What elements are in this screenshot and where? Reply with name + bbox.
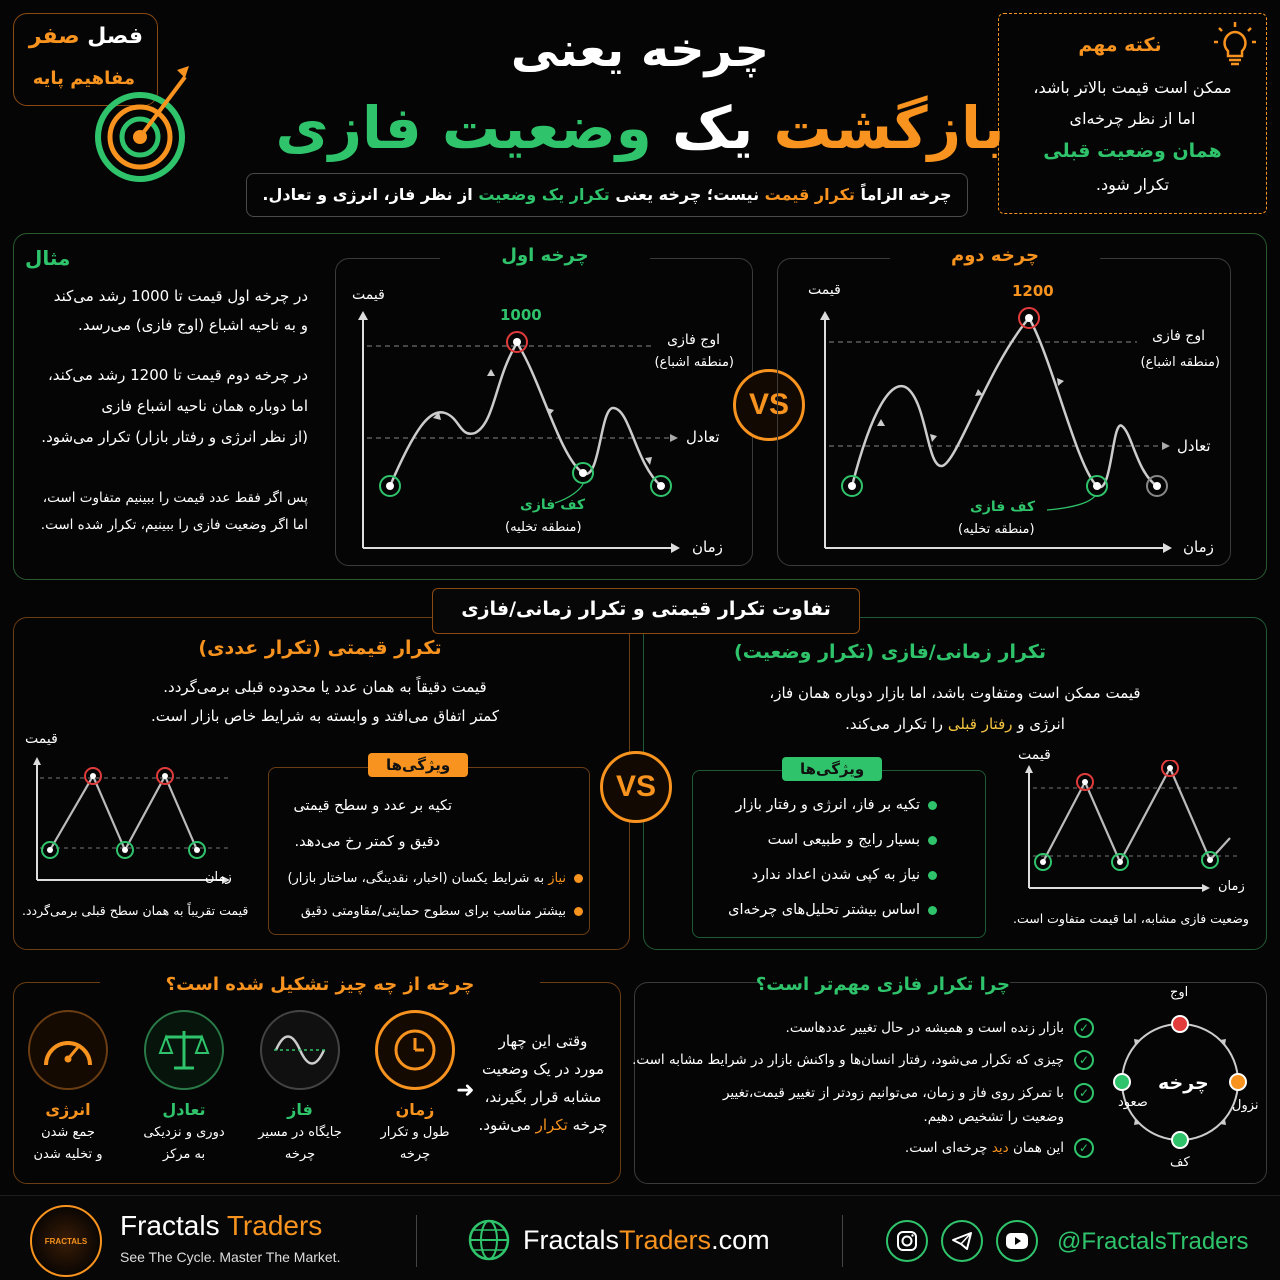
subtitle [246,182,968,208]
check-icon: ✓ [1074,1083,1094,1103]
phase-rep-title: تکرار زمانی/فازی (تکرار وضعیت) [734,641,1046,663]
components-intro-4b: تکرار [535,1116,568,1134]
cycle1-time-label: زمان [692,538,723,556]
cycle-left-label: صعود [1118,1095,1148,1110]
component-time-desc-1: طول و تکرار [380,1125,450,1140]
social-handle-link[interactable]: @FractalsTraders [1057,1228,1249,1255]
why-item-4a: این همان [1012,1140,1064,1156]
example-title: مثال [25,246,71,270]
example-p3a: پس اگر فقط عدد قیمت را ببینیم متفاوت است، [42,490,308,506]
subtitle-p3: نیست؛ چرخه یعنی [615,185,760,204]
bullet-dot [928,906,937,915]
clock-icon [375,1010,455,1090]
note-line-3: همان وضعیت قبلی [1043,140,1222,162]
check-icon: ✓ [1074,1050,1094,1070]
price-feature-3-need: نیاز [548,871,566,886]
phase-feature-2 [768,832,937,848]
telegram-icon[interactable] [941,1220,983,1262]
component-energy-desc-2: و تخلیه شدن [33,1147,103,1162]
example-p1a: در چرخه اول قیمت تا 1000 رشد می‌کند [53,287,308,305]
phase-feature-4 [728,902,937,918]
footer-divider-2 [842,1215,843,1267]
globe-icon [467,1218,511,1262]
cycle2-trough-sub: (منطقه تخلیه) [958,522,1035,537]
brand-name-b: Traders [226,1210,323,1241]
note-line-1: ممکن است قیمت بالاتر باشد، [1033,78,1232,97]
price-rep-title: تکرار قیمتی (تکرار عددی) [198,637,442,659]
subtitle-p5: از نظر فاز، انرژی و تعادل. [262,185,473,204]
bullet-dot [574,907,583,916]
phase-rep-desc-2 [650,711,1260,737]
title-phase-state: وضعیت فازی [275,94,652,162]
component-time-desc-2: چرخه [399,1147,431,1162]
cycle-center-label: چرخه [1158,1072,1209,1094]
chapter-label: فصل [87,24,143,49]
component-time-name: زمان [395,1100,435,1119]
title-return: بازگشت [773,94,1005,162]
subtitle-p4: تکرار یک وضعیت [478,185,610,204]
price-feature-4-text: بیشتر مناسب برای سطوح حمایتی/مقاومتی دقیق [300,904,566,919]
example-p2a: در چرخه دوم قیمت تا 1200 رشد می‌کند، [47,366,308,384]
brand-logo [30,1205,102,1277]
cycle2-peak-label: اوج فازی [1152,328,1205,344]
price-feature-1: تکیه بر عدد و سطح قیمتی [293,798,452,814]
website-link[interactable] [523,1225,770,1256]
cycle2-title: چرخه دوم [890,243,1100,269]
phase-features-tag: ویژگی‌ها [782,757,882,781]
title-line-2 [220,90,1060,166]
brand-logo-text: FRACTALS [44,1236,88,1246]
phase-rep-time-label: زمان [1218,879,1245,894]
website-b: Traders [619,1225,712,1255]
brand-name-a: Fractals [120,1210,220,1241]
example-p2c: (از نظر انرژی و رفتار بازار) تکرار می‌شود. [41,428,308,446]
why-item-4b: دید [991,1140,1009,1156]
cycle-top-label: اوج [1170,985,1189,1000]
cycle1-title: چرخه اول [440,243,650,269]
why-title: چرا تکرار فازی مهم‌تر است؟ [760,972,1010,998]
price-rep-desc-1: قیمت دقیقاً به همان عدد یا محدوده قبلی برمی‌گردد. [163,678,487,696]
phase-feature-3 [752,867,937,883]
why-item-3-text: با تمرکز روی فاز و زمان، می‌توانیم زودتر از تغییر قیمت،تغییر [722,1085,1064,1101]
diff-title: تفاوت تکرار قیمتی و تکرار زمانی/فازی [461,598,831,620]
phase-feature-3-text: نیاز به کپی شدن اعداد ندارد [751,867,920,883]
cycle1-price-label: قیمت [352,287,385,303]
component-balance-desc-1: دوری و نزدیکی [143,1125,225,1140]
youtube-icon[interactable] [996,1220,1038,1262]
component-phase-desc-1: جایگاه در مسیر [258,1125,342,1140]
components-intro-4c: می‌شود. [478,1116,531,1134]
phase-feature-2-text: بسیار رایج و طبیعی است [767,832,920,848]
components-intro-4 [478,1112,608,1138]
why-item-2-text: چیزی که تکرار می‌شود، رفتار انسان‌ها و واکنش بازار در شرایط مشابه است. [632,1052,1064,1068]
cycle2-price-label: قیمت [808,282,841,298]
vs-badge-1: VS [733,369,805,441]
why-item-3 [723,1083,1094,1103]
price-feature-3 [287,871,583,886]
price-feature-3-rest: به شرایط یکسان (اخبار، نقدینگی، ساختار بازار) [287,871,545,886]
components-intro-1: وقتی این چهار [498,1032,588,1050]
component-balance-name: تعادل [162,1100,206,1119]
cycle1-peak-value: 1000 [500,306,542,324]
components-intro-4a: چرخه [572,1116,608,1134]
components-intro-3: مشابه قرار بگیرند، [484,1088,602,1106]
component-phase-name: فاز [287,1100,313,1119]
example-p3b: اما اگر وضعیت فازی را ببینیم، تکرار شده است. [40,517,308,533]
bullet-dot [928,871,937,880]
phase-rep-price-label: قیمت [1018,747,1051,763]
phase-rep-desc-2c: را تکرار می‌کند. [845,715,944,733]
arrow-right-icon: ➜ [456,1078,475,1103]
cycle1-trough-sub: (منطقه تخلیه) [505,520,582,535]
price-rep-caption: قیمت تقریباً به همان سطح قبلی برمی‌گردد. [22,903,249,918]
check-icon: ✓ [1074,1138,1094,1158]
phase-feature-4-text: اساس بیشتر تحلیل‌های چرخه‌ای [728,902,920,918]
price-feature-4 [301,904,583,919]
cycle1-peak-sub: (منطقه اشباع) [654,355,734,370]
cycle1-eq-label: تعادل [686,428,720,446]
title-line-1: چرخه یعنی [510,22,770,78]
website-c: .com [711,1225,770,1255]
component-phase-desc-2: چرخه [284,1147,316,1162]
note-line-2: اما از نظر چرخه‌ای [1069,109,1196,128]
phase-rep-caption: وضعیت فازی مشابه، اما قیمت متفاوت است. [1013,911,1249,926]
phase-rep-chart [1015,760,1250,900]
check-icon: ✓ [1074,1018,1094,1038]
note-title: نکته مهم [1078,34,1162,56]
brand-name [120,1210,322,1242]
cycle1-trough-label: کف فازی [520,497,586,513]
component-energy-desc-1: جمع شدن [41,1125,95,1140]
price-rep-price-label: قیمت [25,731,58,747]
footer-divider-1 [416,1215,417,1267]
why-item-1 [786,1018,1094,1038]
components-title: چرخه از چه چیز تشکیل شده است؟ [100,972,540,998]
note-line-4: تکرار شود. [1095,175,1170,194]
why-item-4c: چرخه‌ای است. [904,1140,988,1156]
bullet-dot [574,874,583,883]
why-item-3b: وضعیت را تشخیص دهیم. [923,1109,1064,1125]
price-features-tag: ویژگی‌ها [368,753,468,777]
phase-rep-desc-1: قیمت ممکن است ومتفاوت باشد، اما بازار دوباره همان فاز، [769,684,1141,702]
chapter-number: صفر [28,24,80,49]
scale-icon [144,1010,224,1090]
cycle-right-label: نزول [1232,1098,1259,1113]
cycle2-peak-value: 1200 [1012,282,1054,300]
cycle1-peak-label: اوج فازی [667,332,720,348]
cycle-bottom-label: کف [1170,1155,1190,1170]
bullet-dot [928,801,937,810]
price-feature-2: دقیق و کمتر رخ می‌دهد. [294,834,440,850]
phase-rep-desc-2a: انرژی و [1017,715,1065,733]
phase-feature-1-text: تکیه بر فاز، انرژی و رفتار بازار [735,797,920,813]
components-intro-2: مورد در یک وضعیت [481,1060,604,1078]
example-p1b: و به ناحیه اشباع (اوج فازی) می‌رسد. [78,316,308,334]
why-item-2 [632,1050,1094,1070]
target-icon [85,62,205,182]
price-rep-time-label: زمان [205,870,232,885]
cycle2-time-label: زمان [1183,538,1214,556]
vs-badge-2: VS [600,751,672,823]
lightbulb-icon [1210,20,1260,70]
gauge-icon [28,1010,108,1090]
cycle2-eq-label: تعادل [1177,437,1211,455]
phase-rep-desc-2b: رفتار قبلی [947,715,1013,733]
brand-tagline: See The Cycle. Master The Market. [120,1249,341,1265]
price-rep-desc-2: کمتر اتفاق می‌افتد و وابسته به شرایط خاص بازار است. [151,707,499,725]
cycle2-chart [777,258,1231,566]
instagram-icon[interactable] [886,1220,928,1262]
phase-feature-1 [735,797,937,813]
sine-wave-icon [260,1010,340,1090]
cycle2-trough-label: کف فازی [970,499,1036,515]
cycle2-peak-sub: (منطقه اشباع) [1140,355,1220,370]
bullet-dot [928,836,937,845]
why-item-1-text: بازار زنده است و همیشه در حال تغییر عددهاست. [785,1020,1064,1036]
website-a: Fractals [523,1225,620,1255]
component-balance-desc-2: به مرکز [162,1147,206,1162]
chapter-subtitle: مفاهیم پایه [32,68,135,89]
example-p2b: اما دوباره همان ناحیه اشباع فازی [101,397,308,415]
subtitle-p1: چرخه الزاماً [860,185,952,204]
component-energy-name: انرژی [45,1100,91,1119]
subtitle-p2: تکرار قیمت [764,185,855,204]
title-a: یک [672,94,754,162]
why-item-4 [905,1138,1094,1158]
